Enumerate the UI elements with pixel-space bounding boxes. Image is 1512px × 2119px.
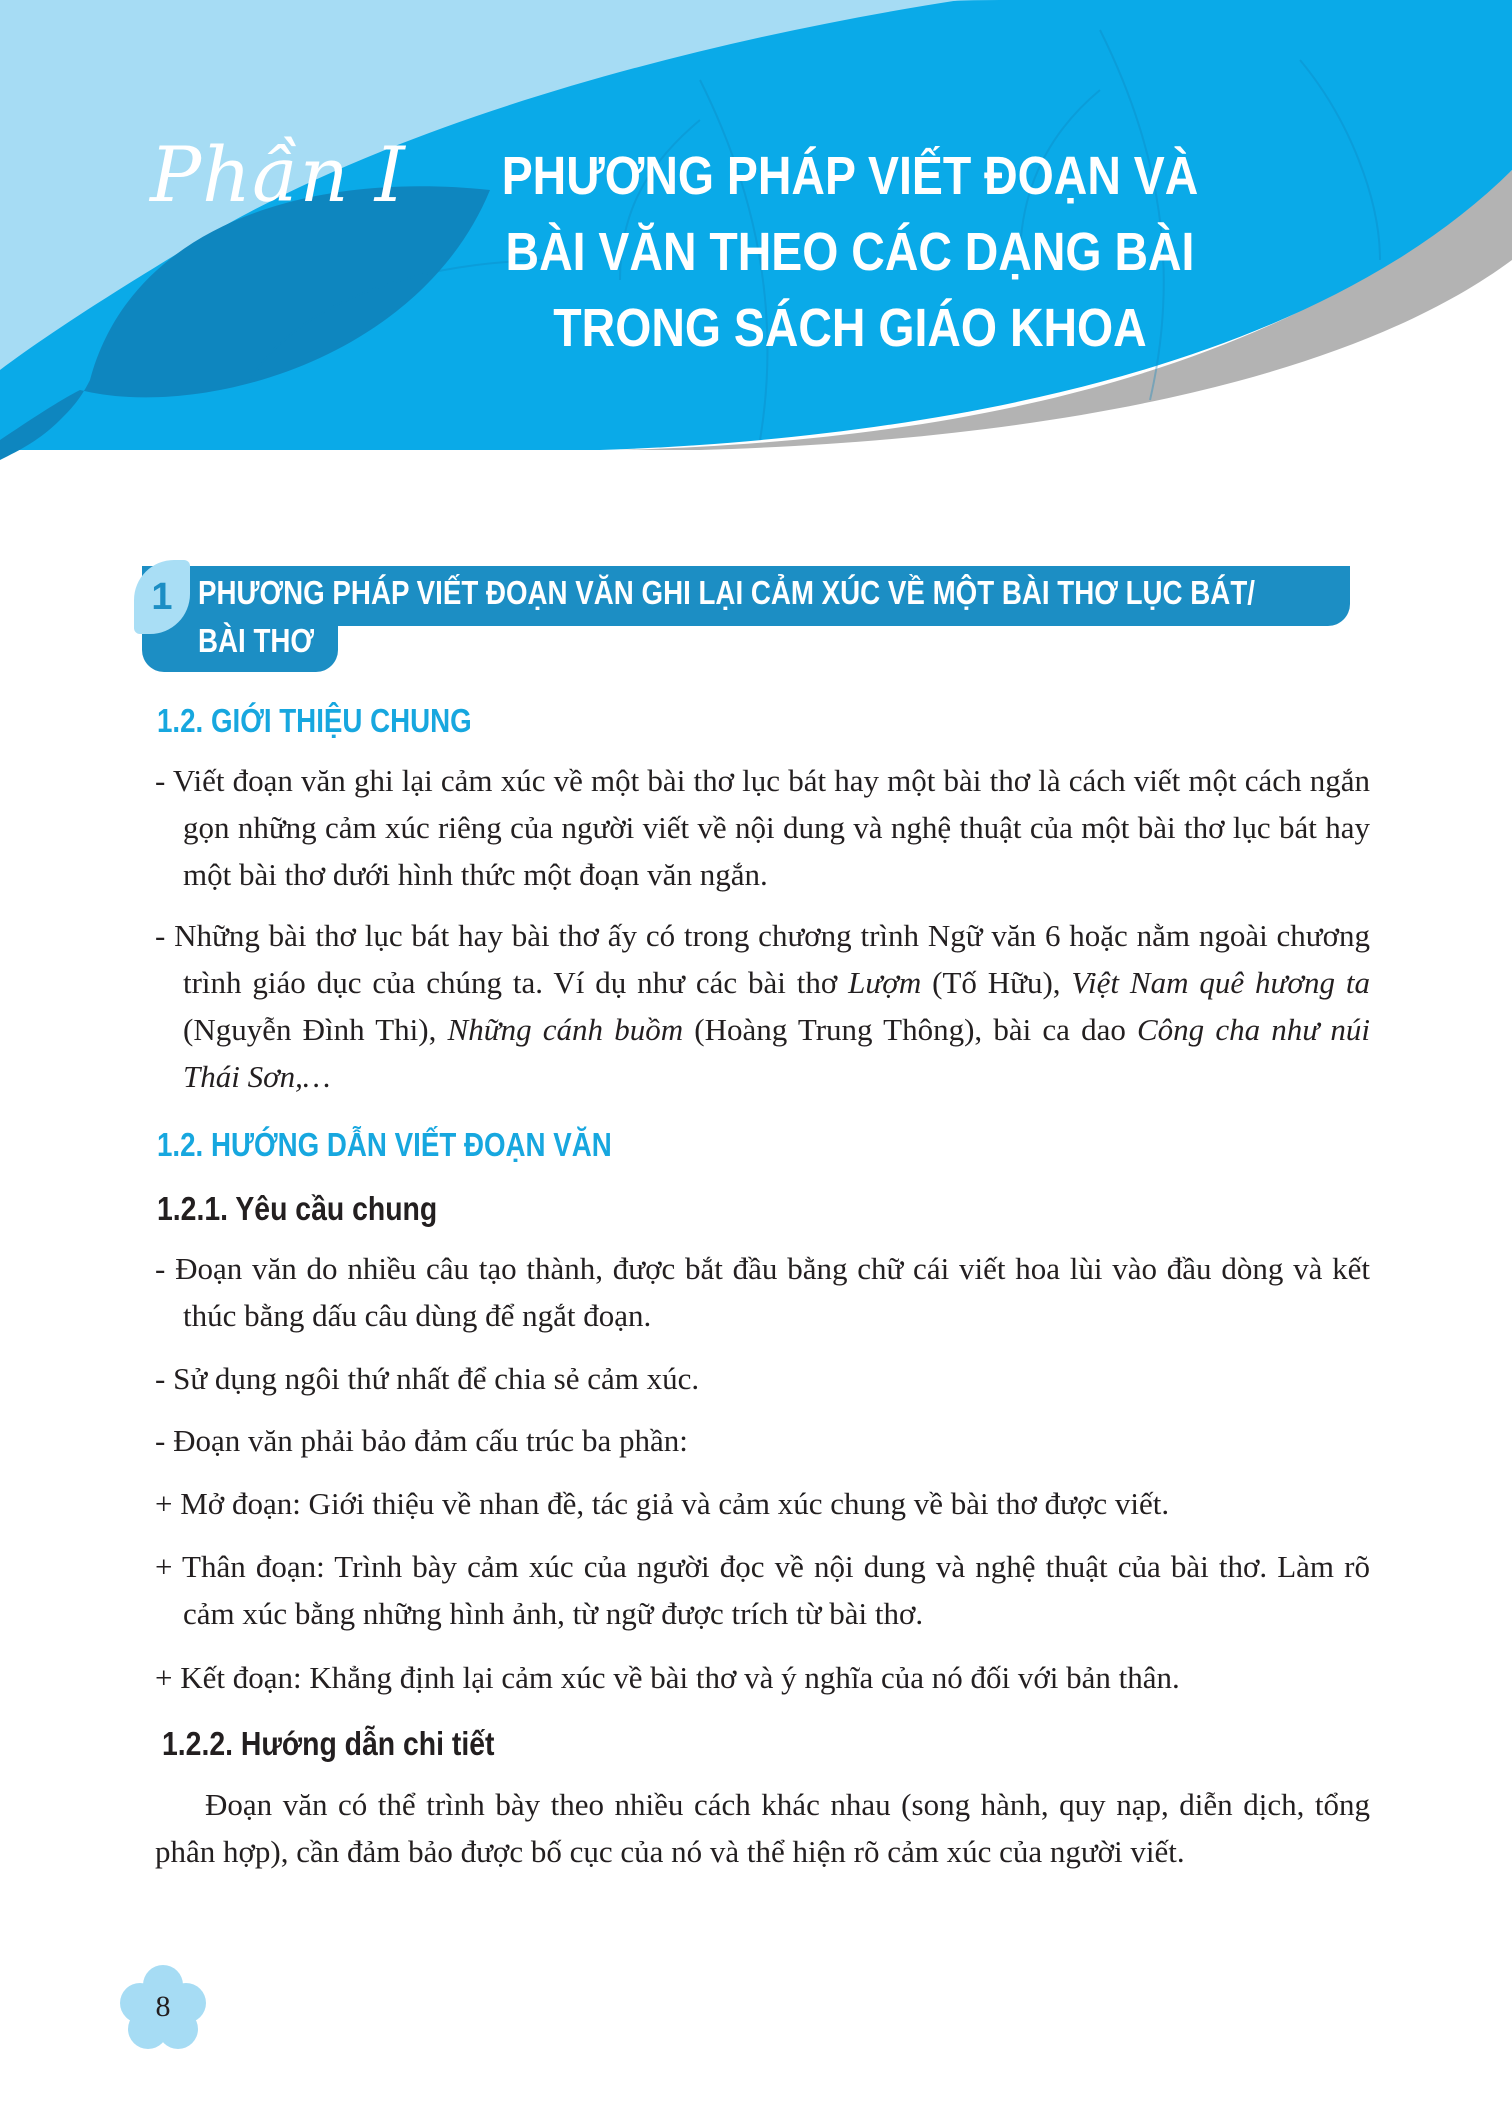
poem-title: Những cánh buồm — [447, 1012, 684, 1047]
intro-paragraph-2 — [155, 912, 1370, 1100]
subheading-detail: 1.2.2. Hướng dẫn chi tiết — [162, 1725, 495, 1762]
title-line: BÀI VĂN THEO CÁC DẠNG BÀI — [505, 222, 1195, 282]
section-title-line2: BÀI THƠ — [198, 622, 315, 659]
title-line: TRONG SÁCH GIÁO KHOA — [553, 298, 1147, 358]
detail-paragraph: Đoạn văn có thể trình bày theo nhiều cách khác nhau (song hành, quy nạp, diễn dịch, tổng phân hợp), cần đảm bảo được bố cục của nó và thể hiện rõ cảm xúc của người viết. — [155, 1787, 1370, 1869]
guide-item: - Sử dụng ngôi thứ nhất để chia sẻ cảm xúc. — [155, 1361, 700, 1396]
subheading-general: 1.2.1. Yêu cầu chung — [157, 1190, 438, 1227]
text: (Tố Hữu), — [921, 965, 1072, 1000]
guide-item: - Đoạn văn phải bảo đảm cấu trúc ba phần: — [155, 1423, 688, 1458]
guide-item: + Kết đoạn: Khẳng định lại cảm xúc về bài thơ và ý nghĩa của nó đối với bản thân. — [155, 1660, 1180, 1695]
text: - Những bài thơ lục bát hay bài thơ ấy có trong chương trình Ngữ văn 6 hoặc nằm ngoài chương trình giáo dục của chúng ta. Ví dụ như các bài thơ — [155, 918, 1370, 1000]
section-number: 1 — [134, 560, 190, 634]
text: (Hoàng Trung Thông), bài ca dao — [683, 1012, 1137, 1047]
intro-paragraph-1: - Viết đoạn văn ghi lại cảm xúc về một bài thơ lục bát hay một bài thơ là cách viết một cách ngắn gọn những cảm xúc riêng của người viết về nội dung và nghệ thuật của một bài thơ lục bát hay một bài thơ dưới hình thức một đoạn văn ngắn. — [155, 763, 1370, 892]
poem-title: Việt Nam quê hương ta — [1071, 965, 1370, 1000]
page-number: 8 — [155, 1990, 171, 2023]
guide-item: + Mở đoạn: Giới thiệu về nhan đề, tác giả và cảm xúc chung về bài thơ được viết. — [155, 1486, 1170, 1521]
intro-heading: 1.2. GIỚI THIỆU CHUNG — [157, 702, 472, 739]
poem-title: Công cha như núi Thái Sơn,… — [183, 1012, 1370, 1094]
guide-heading: 1.2. HƯỚNG DẪN VIẾT ĐOẠN VĂN — [157, 1126, 612, 1163]
chapter-title — [400, 138, 1300, 366]
part-label: Phần I — [150, 130, 406, 219]
title-line: PHƯƠNG PHÁP VIẾT ĐOẠN VÀ — [501, 146, 1199, 206]
guide-item: + Thân đoạn: Trình bày cảm xúc của người đọc về nội dung và nghệ thuật của bài thơ. Làm rõ cảm xúc bằng những hình ảnh, từ ngữ được trích từ bài thơ. — [155, 1549, 1370, 1631]
guide-item: - Đoạn văn do nhiều câu tạo thành, được bắt đầu bằng chữ cái viết hoa lùi vào đầu dòng và kết thúc bằng dấu câu dùng để ngắt đoạn. — [155, 1251, 1370, 1333]
section-title-line1: PHƯƠNG PHÁP VIẾT ĐOẠN VĂN GHI LẠI CẢM XÚC VỀ MỘT BÀI THƠ LỤC BÁT/ — [198, 574, 1255, 611]
text: (Nguyễn Đình Thi), — [183, 1012, 448, 1047]
poem-title: Lượm — [848, 965, 922, 1000]
